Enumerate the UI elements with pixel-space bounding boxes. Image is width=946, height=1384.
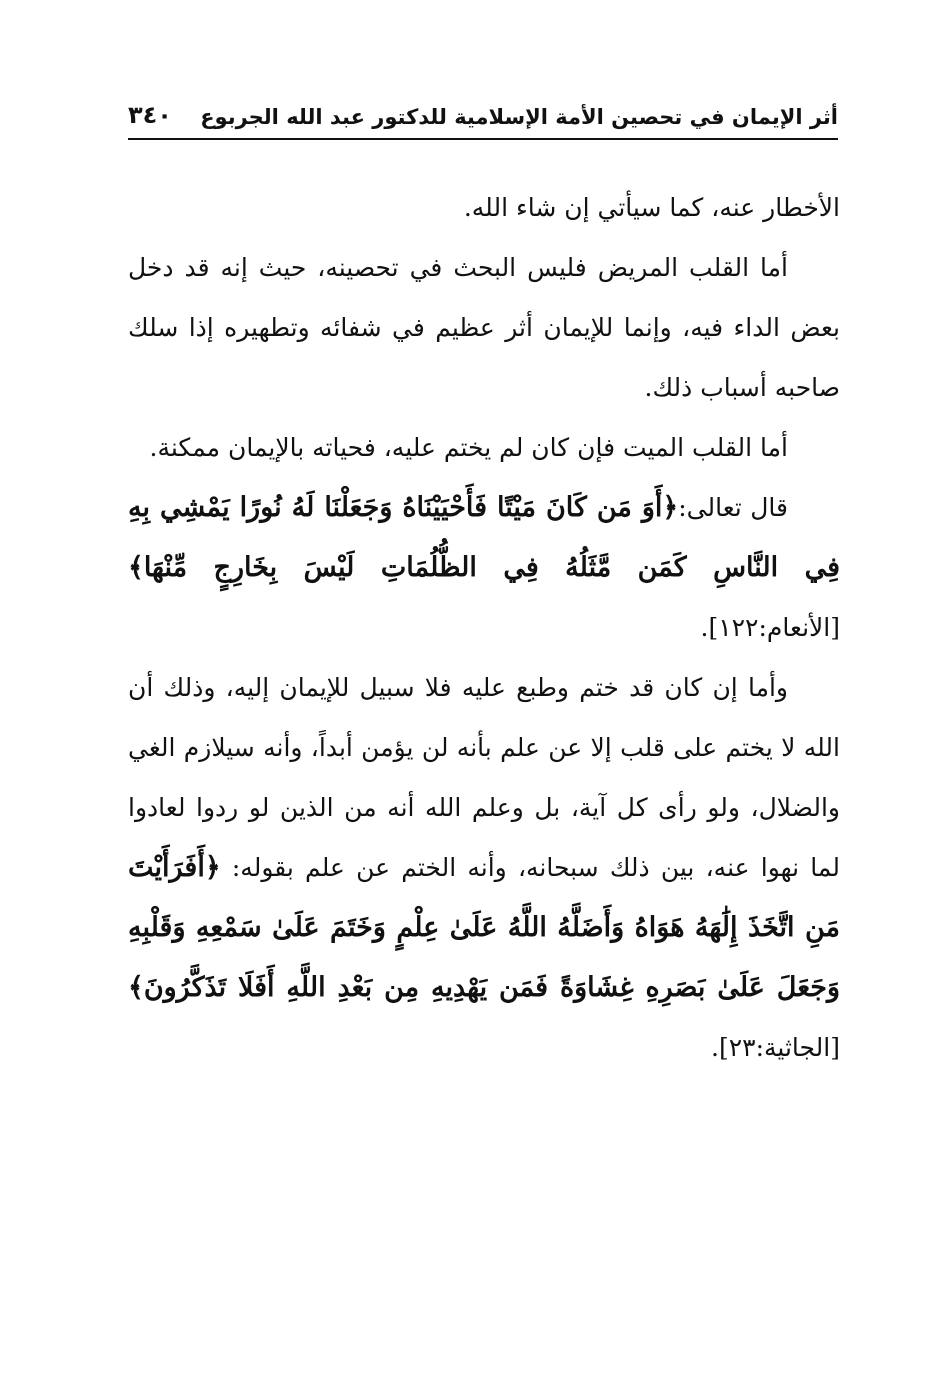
running-title: أثر الإيمان في تحصين الأمة الإسلامية للدكتور عبد الله الجربوع bbox=[200, 105, 838, 129]
paragraph-5-text: وأما إن كان قد ختم وطبع عليه فلا سبيل للإيمان إليه، وذلك أن الله لا يختم على قلب إلا عن علم بأنه لن يؤمن أبداً، وأنه سيلازم الغي والضلال، ولو رأى كل آية، بل وعلم الله أنه من الذين لو ردوا لعادوا لما نهوا عنه، بين ذلك سبحانه، وأنه الختم عن علم بقوله: bbox=[128, 673, 840, 882]
quran-verse-anam: ﴿أَوَ مَن كَانَ مَيْتًا فَأَحْيَيْنَاهُ وَجَعَلْنَا لَهُ نُورًا يَمْشِي بِهِ فِي النَّاسِ كَمَن مَّثَلُهُ فِي الظُّلُمَاتِ لَيْسَ بِخَارِجٍ مِّنْهَا﴾ bbox=[128, 492, 840, 583]
paragraph-1: الأخطار عنه، كما سيأتي إن شاء الله. bbox=[463, 193, 840, 222]
paragraph-4 bbox=[128, 478, 840, 658]
paragraph-5 bbox=[128, 658, 840, 1078]
header-rule bbox=[128, 138, 838, 140]
paragraph-3: أما القلب الميت فإن كان لم يختم عليه، فحياته بالإيمان ممكنة. bbox=[149, 433, 788, 462]
verse-reference-jathiya: [الجاثية:٢٣]. bbox=[711, 1033, 840, 1062]
verse-intro: قال تعالى: bbox=[678, 493, 788, 522]
paragraph-2: أما القلب المريض فليس البحث في تحصينه، حيث إنه قد دخل بعض الداء فيه، وإنما للإيمان أثر عظيم في شفائه وتطهيره إذا سلك صاحبه أسباب ذلك. bbox=[128, 253, 840, 402]
page-header bbox=[128, 96, 838, 140]
verse-reference-anam: [الأنعام:١٢٢]. bbox=[700, 613, 840, 642]
page-number: ٣٤٠ bbox=[128, 101, 172, 129]
quran-verse-jathiya: ﴿أَفَرَأَيْتَ مَنِ اتَّخَذَ إِلَٰهَهُ هَوَاهُ وَأَضَلَّهُ اللَّهُ عَلَىٰ عِلْمٍ وَخَتَمَ عَلَىٰ سَمْعِهِ وَقَلْبِهِ وَجَعَلَ عَلَىٰ بَصَرِهِ غِشَاوَةً فَمَن يَهْدِيهِ مِن بَعْدِ اللَّهِ أَفَلَا تَذَكَّرُونَ﴾ bbox=[128, 852, 840, 1003]
body-text bbox=[128, 178, 840, 1078]
